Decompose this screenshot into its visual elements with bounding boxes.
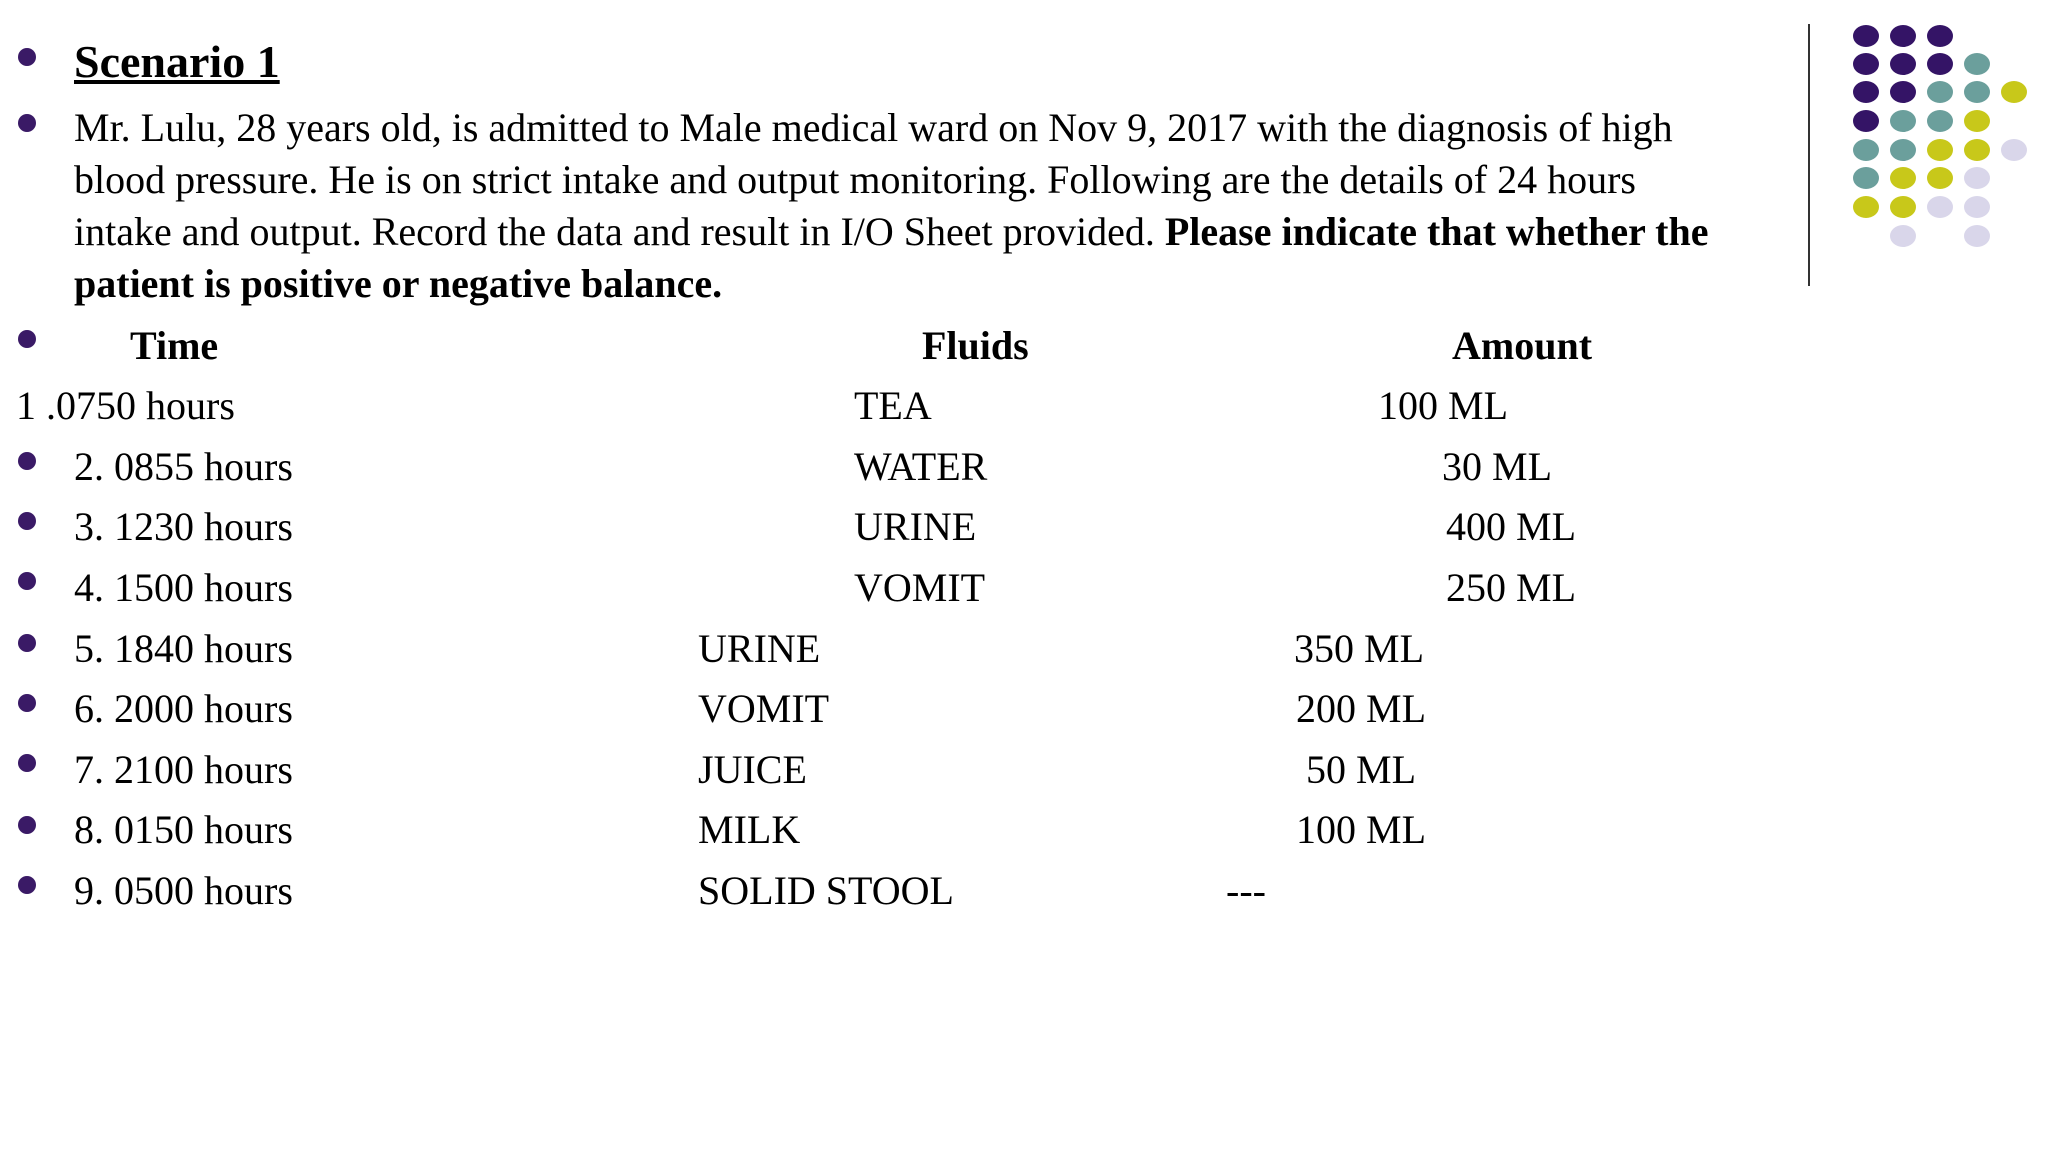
bullet-row-3	[18, 512, 36, 530]
row-1-time: 1 .0750 hours	[16, 383, 235, 428]
paragraph-line-3	[74, 206, 1864, 258]
dot	[1853, 196, 1879, 218]
row-9-time: 9. 0500 hours	[74, 868, 293, 913]
bullet-header	[18, 330, 36, 348]
paragraph-bold-1: Please indicate that whether the	[1164, 209, 1709, 254]
bullet-row-6	[18, 694, 36, 712]
row-1-fluid: TEA	[854, 383, 932, 428]
row-5-fluid: URINE	[698, 626, 821, 671]
dot	[1964, 167, 1990, 189]
row-7-fluid: JUICE	[698, 747, 807, 792]
dot	[1927, 110, 1953, 132]
row-2-fluid: WATER	[854, 444, 988, 489]
dot	[1890, 110, 1916, 132]
row-3-time: 3. 1230 hours	[74, 504, 293, 549]
dot	[1890, 25, 1916, 47]
row-4-amount: 250 ML	[1446, 565, 1576, 610]
dot	[1853, 167, 1879, 189]
row-4-time: 4. 1500 hours	[74, 565, 293, 610]
row-5-time: 5. 1840 hours	[74, 626, 293, 671]
dot	[1927, 167, 1953, 189]
dot	[1964, 53, 1990, 75]
row-6-fluid: VOMIT	[698, 686, 830, 731]
row-3-fluid: URINE	[854, 504, 977, 549]
dot	[1890, 225, 1916, 247]
row-7-amount: 50 ML	[1306, 747, 1416, 792]
paragraph-line-1: Mr. Lulu, 28 years old, is admitted to Male medical ward on Nov 9, 2017 with the diagnosis of high	[74, 105, 1673, 150]
row-9-fluid: SOLID STOOL	[698, 868, 954, 913]
dot	[1927, 81, 1953, 103]
dot	[1890, 81, 1916, 103]
paragraph-line-2: blood pressure. He is on strict intake and output monitoring. Following are the details of 24 hours	[74, 157, 1636, 202]
row-2-amount: 30 ML	[1442, 444, 1552, 489]
row-5-amount: 350 ML	[1294, 626, 1424, 671]
row-8-time: 8. 0150 hours	[74, 807, 293, 852]
dot	[1853, 25, 1879, 47]
bullet-row-4	[18, 572, 36, 590]
dot	[1890, 53, 1916, 75]
slide-title: Scenario 1	[74, 36, 280, 87]
header-time: Time	[130, 323, 219, 368]
dot	[1927, 139, 1953, 161]
paragraph-bold-2: patient is positive or negative balance.	[74, 261, 723, 306]
bullet-paragraph	[18, 114, 36, 132]
dot	[1927, 53, 1953, 75]
bullet-row-7	[18, 754, 36, 772]
dot	[1853, 81, 1879, 103]
dot	[1890, 196, 1916, 218]
row-3-amount: 400 ML	[1446, 504, 1576, 549]
decorative-divider	[1808, 24, 1810, 286]
dot	[1890, 139, 1916, 161]
row-6-amount: 200 ML	[1296, 686, 1426, 731]
row-2-time: 2. 0855 hours	[74, 444, 293, 489]
bullet-row-8	[18, 816, 36, 834]
row-4-fluid: VOMIT	[854, 565, 986, 610]
dot	[1853, 53, 1879, 75]
dot	[1890, 167, 1916, 189]
dot	[1964, 81, 1990, 103]
paragraph-line-3-text: intake and output. Record the data and result in I/O Sheet provided.	[74, 209, 1165, 254]
dot	[1927, 25, 1953, 47]
dot	[1964, 110, 1990, 132]
dot	[1964, 196, 1990, 218]
header-amount: Amount	[1452, 323, 1593, 368]
row-6-time: 6. 2000 hours	[74, 686, 293, 731]
dot	[1853, 110, 1879, 132]
bullet-row-5	[18, 634, 36, 652]
row-8-amount: 100 ML	[1296, 807, 1426, 852]
bullet-row-2	[18, 452, 36, 470]
scenario-paragraph	[74, 102, 1864, 310]
row-9-amount: ---	[1226, 868, 1266, 913]
dot	[1853, 139, 1879, 161]
dot	[1964, 139, 1990, 161]
bullet-title	[18, 48, 36, 66]
dot	[1964, 225, 1990, 247]
header-fluids: Fluids	[922, 323, 1029, 368]
dot	[1927, 196, 1953, 218]
row-7-time: 7. 2100 hours	[74, 747, 293, 792]
bullet-row-9	[18, 876, 36, 894]
dot	[2001, 81, 2027, 103]
row-8-fluid: MILK	[698, 807, 801, 852]
row-1-amount: 100 ML	[1378, 383, 1508, 428]
dot	[2001, 139, 2027, 161]
